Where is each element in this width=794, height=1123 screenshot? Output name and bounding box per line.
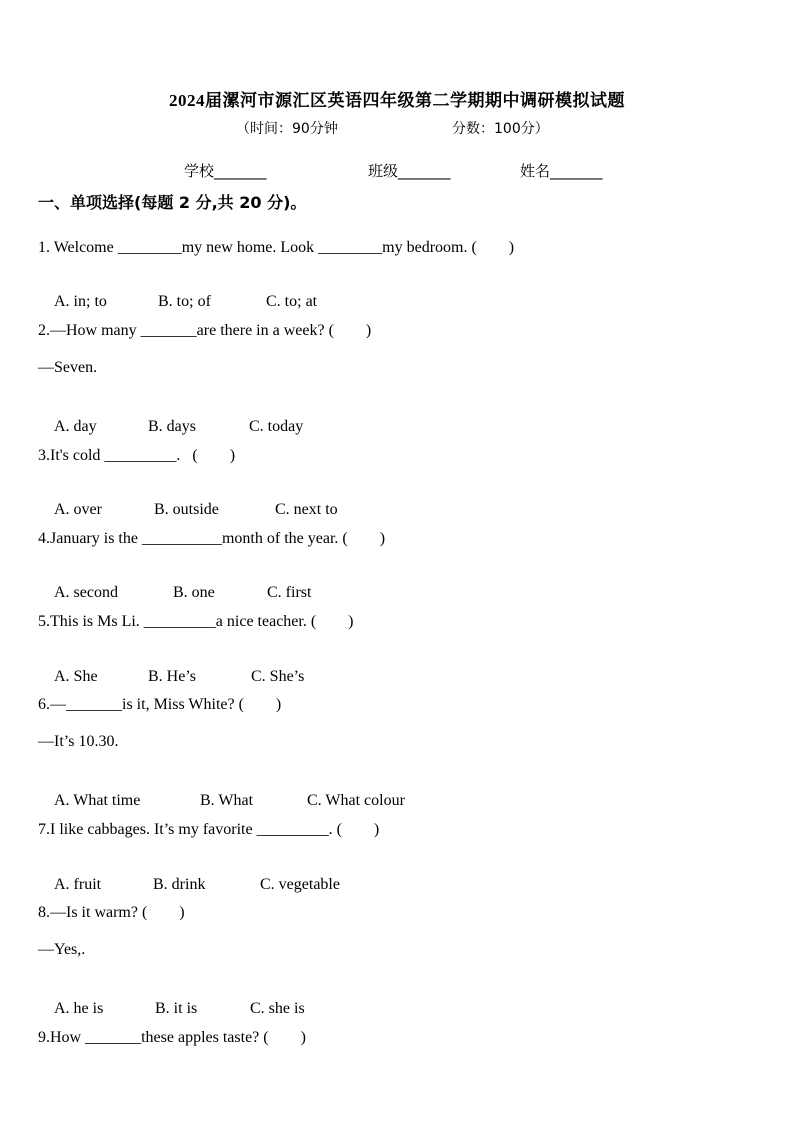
question-4-option-c: C. first <box>267 584 312 601</box>
question-3-stem: 3.It's cold _________. ( ) <box>38 447 236 464</box>
question-6-answer-line: —It’s 10.30. <box>38 733 119 750</box>
question-7-option-b: B. drink <box>153 876 206 893</box>
exam-time: （时间：90分钟 <box>236 121 338 137</box>
question-2-answer-line: —Seven. <box>38 359 98 376</box>
question-8-stem: 8.—Is it warm? ( ) <box>38 904 185 921</box>
question-3-option-a: A. over <box>54 501 102 518</box>
question-5-option-a: A. She <box>54 668 98 685</box>
question-3-option-b: B. outside <box>154 501 219 518</box>
question-2-option-b: B. days <box>148 418 196 435</box>
question-1-stem: 1. Welcome ________my new home. Look ________my bedroom. ( ) <box>38 239 515 256</box>
question-7-option-c: C. vegetable <box>260 876 340 893</box>
question-8-option-c: C. she is <box>250 1000 305 1017</box>
question-7-option-a: A. fruit <box>54 876 102 893</box>
question-3-option-c: C. next to <box>275 501 338 518</box>
question-4-stem: 4.January is the __________month of the year. ( ) <box>38 530 386 547</box>
exam-score: 分数：100分） <box>452 121 549 137</box>
question-1-option-a: A. in; to <box>54 293 107 310</box>
question-4-option-a: A. second <box>54 584 118 601</box>
question-5-stem: 5.This is Ms Li. _________a nice teacher. ( ) <box>38 613 354 630</box>
question-6-option-c: C. What colour <box>307 792 405 809</box>
question-6-option-a: A. What time <box>54 792 141 809</box>
question-1-option-c: C. to; at <box>266 293 318 310</box>
class-field: 班级_______ <box>368 162 451 180</box>
question-2-stem: 2.—How many _______are there in a week? ( ) <box>38 322 372 339</box>
school-field: 学校_______ <box>184 162 267 180</box>
question-4-option-b: B. one <box>173 584 215 601</box>
question-5-option-c: C. She’s <box>251 668 305 685</box>
name-field: 姓名_______ <box>520 162 603 180</box>
question-8-option-a: A. he is <box>54 1000 104 1017</box>
question-6-option-b: B. What <box>200 792 254 809</box>
question-8-answer-line: —Yes,. <box>38 941 86 958</box>
question-9-stem: 9.How _______these apples taste? ( ) <box>38 1029 306 1046</box>
question-1-option-b: B. to; of <box>158 293 211 310</box>
question-6-stem: 6.—_______is it, Miss White? ( ) <box>38 696 282 713</box>
section-heading: 一、单项选择(每题 2 分,共 20 分)。 <box>38 193 307 212</box>
question-2-option-c: C. today <box>249 418 304 435</box>
question-7-stem: 7.I like cabbages. It’s my favorite _________. ( ) <box>38 821 380 838</box>
question-5-option-b: B. He’s <box>148 668 196 685</box>
exam-title: 2024届漯河市源汇区英语四年级第二学期期中调研模拟试题 <box>169 91 625 110</box>
question-2-option-a: A. day <box>54 418 97 435</box>
question-8-option-b: B. it is <box>155 1000 198 1017</box>
